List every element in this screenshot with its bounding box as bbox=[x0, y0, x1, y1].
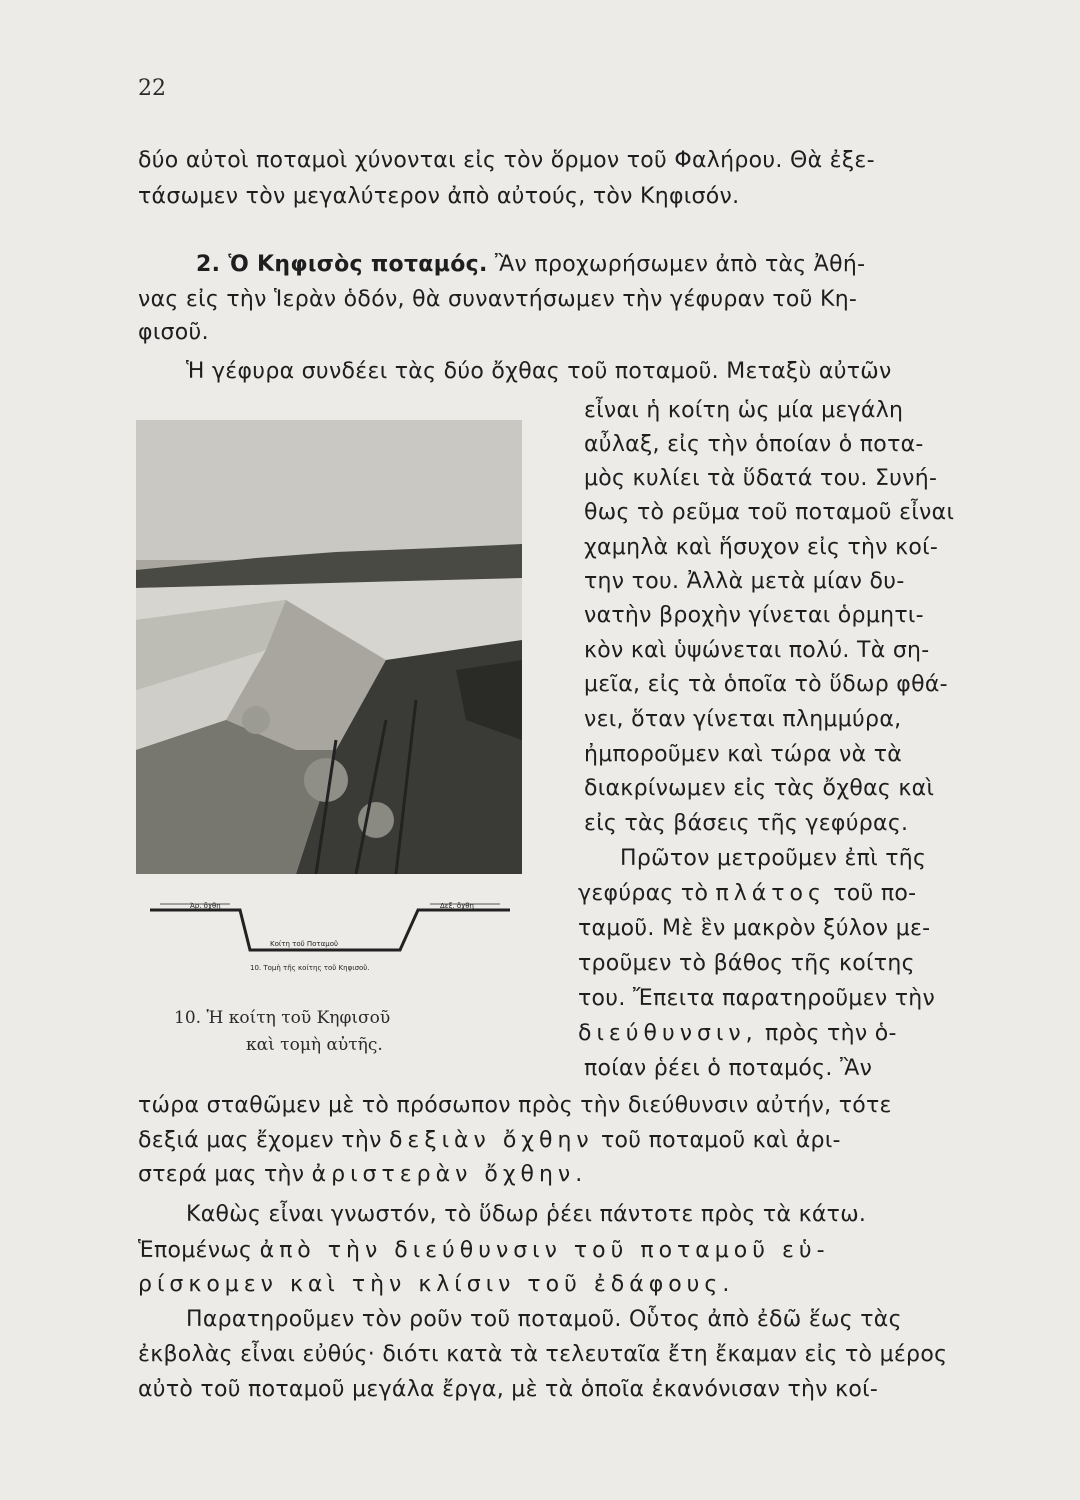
text-line: Πρῶτον μετροῦμεν ἐπὶ τῆς bbox=[620, 846, 927, 871]
text-line: νει, ὅταν γίνεται πλημμύρα, bbox=[584, 707, 902, 732]
text-fragment: δεξιά μας ἔχομεν τὴν bbox=[138, 1128, 382, 1153]
text-line: Ἡ γέφυρα συνδέει τὰς δύο ὄχθας τοῦ ποταμοῦ. Μεταξὺ αὐτῶν bbox=[186, 359, 892, 384]
text-line: τροῦμεν τὸ βάθος τῆς κοίτης bbox=[578, 951, 915, 976]
text-line: αὖλαξ, εἰς τὴν ὁποίαν ὁ ποτα- bbox=[584, 432, 924, 457]
text-line: Καθὼς εἶναι γνωστόν, τὸ ὕδωρ ῥέει πάντοτε πρὸς τὰ κάτω. bbox=[186, 1202, 867, 1227]
text-fragment: Ἑπομένως bbox=[138, 1238, 253, 1263]
right-bank-label: Δεξ. ὄχθη bbox=[440, 902, 474, 910]
text-line: χαμηλὰ καὶ ἥσυχον εἰς τὴν κοί- bbox=[584, 535, 939, 560]
riverbed-label: Κοίτη τοῦ Ποταμοῦ bbox=[270, 940, 339, 948]
text-line bbox=[138, 1126, 841, 1156]
spaced-term: ἀριστερὰν ὄχθην. bbox=[311, 1162, 588, 1187]
left-bank-label: Ἀρ. ὄχθη bbox=[190, 902, 221, 910]
text-line bbox=[138, 1270, 734, 1300]
page-number: 22 bbox=[138, 76, 166, 101]
text-line: Παρατηροῦμεν τὸν ροῦν τοῦ ποταμοῦ. Οὗτος ἀπὸ ἐδῶ ἕως τὰς bbox=[186, 1307, 902, 1332]
section-heading-line bbox=[196, 250, 865, 280]
text-line: ποίαν ῥέει ὁ ποταμός. Ἂν bbox=[584, 1056, 873, 1081]
spaced-term: πλάτος bbox=[715, 881, 826, 906]
text-line: του. Ἔπειτα παρατηροῦμεν τὴν bbox=[578, 986, 936, 1011]
text-line: νατὴν βροχὴν γίνεται ὁρμητι- bbox=[584, 603, 924, 628]
text-line: ἠμποροῦμεν καὶ τώρα νὰ τὰ bbox=[584, 742, 903, 767]
text-line bbox=[138, 1160, 587, 1190]
text-line: κὸν καὶ ὑψώνεται πολύ. Τὰ ση- bbox=[584, 638, 930, 663]
figure-caption: καὶ τομὴ αὐτῆς. bbox=[246, 1035, 383, 1055]
text-line: αὐτὸ τοῦ ποταμοῦ μεγάλα ἔργα, μὲ τὰ ὁποῖα ἐκανόνισαν τὴν κοί- bbox=[138, 1377, 879, 1402]
text-fragment: τοῦ πο- bbox=[833, 881, 917, 906]
spaced-term: ρίσκομεν καὶ τὴν κλίσιν τοῦ ἐδάφους. bbox=[138, 1272, 735, 1297]
text-fragment: τοῦ ποταμοῦ καὶ ἀρι- bbox=[600, 1128, 841, 1153]
text-fragment: γεφύρας τὸ bbox=[578, 881, 709, 906]
text-fragment: Ἂν προχωρήσωμεν ἀπὸ τὰς Ἀθή- bbox=[487, 252, 866, 277]
text-line: τώρα σταθῶμεν μὲ τὸ πρόσωπον πρὸς τὴν διεύθυνσιν αὐτήν, τότε bbox=[138, 1093, 892, 1118]
text-fragment: στερά μας τὴν bbox=[138, 1162, 305, 1187]
text-line: νας εἰς τὴν Ἱερὰν ὁδόν, θὰ συναντήσωμεν τὴν γέφυραν τοῦ Κη- bbox=[138, 287, 858, 312]
text-line: μεῖα, εἰς τὰ ὁποῖα τὸ ὕδωρ φθά- bbox=[584, 672, 948, 697]
text-line bbox=[138, 1236, 830, 1266]
text-line: θως τὸ ρεῦμα τοῦ ποταμοῦ εἶναι bbox=[584, 500, 955, 525]
river-photo bbox=[136, 420, 522, 874]
text-line: διακρίνωμεν εἰς τὰς ὄχθας καὶ bbox=[584, 776, 935, 801]
figure-caption: 10. Ἡ κοίτη τοῦ Κηφισοῦ bbox=[174, 1008, 391, 1028]
text-line bbox=[578, 1019, 897, 1049]
text-fragment: πρὸς τὴν ὁ- bbox=[764, 1021, 897, 1046]
text-line: την του. Ἀλλὰ μετὰ μίαν δυ- bbox=[584, 569, 905, 594]
spaced-term: διεύθυνσιν, bbox=[578, 1021, 758, 1046]
text-line: ἐκβολὰς εἶναι εὐθύς· διότι κατὰ τὰ τελευταῖα ἔτη ἔκαμαν εἰς τὸ μέρος bbox=[138, 1342, 948, 1367]
text-line: εἶναι ἡ κοίτη ὡς μία μεγάλη bbox=[584, 398, 904, 423]
text-line: τάσωμεν τὸν μεγαλύτερον ἀπὸ αὐτούς, τὸν Κηφισόν. bbox=[138, 184, 740, 209]
text-line: ταμοῦ. Μὲ ἓν μακρὸν ξύλον με- bbox=[578, 916, 931, 941]
section-heading: 2. Ὁ Κηφισὸς ποταμός. bbox=[196, 252, 488, 277]
riverbed-cross-section bbox=[150, 890, 510, 990]
text-line: εἰς τὰς βάσεις τῆς γεφύρας. bbox=[584, 811, 909, 836]
text-line: δύο αὐτοὶ ποταμοὶ χύνονται εἰς τὸν ὅρμον τοῦ Φαλήρου. Θὰ ἐξε- bbox=[138, 148, 875, 173]
section-subcaption: 10. Τομὴ τῆς κοίτης τοῦ Κηφισοῦ. bbox=[250, 964, 370, 972]
text-line bbox=[578, 879, 916, 909]
text-line: φισοῦ. bbox=[138, 320, 209, 345]
text-line: μὸς κυλίει τὰ ὕδατά του. Συνή- bbox=[584, 466, 938, 491]
spaced-term: δεξιὰν ὄχθην bbox=[388, 1128, 594, 1153]
spaced-term: ἀπὸ τὴν διεύθυνσιν τοῦ ποταμοῦ εὑ- bbox=[259, 1238, 830, 1263]
